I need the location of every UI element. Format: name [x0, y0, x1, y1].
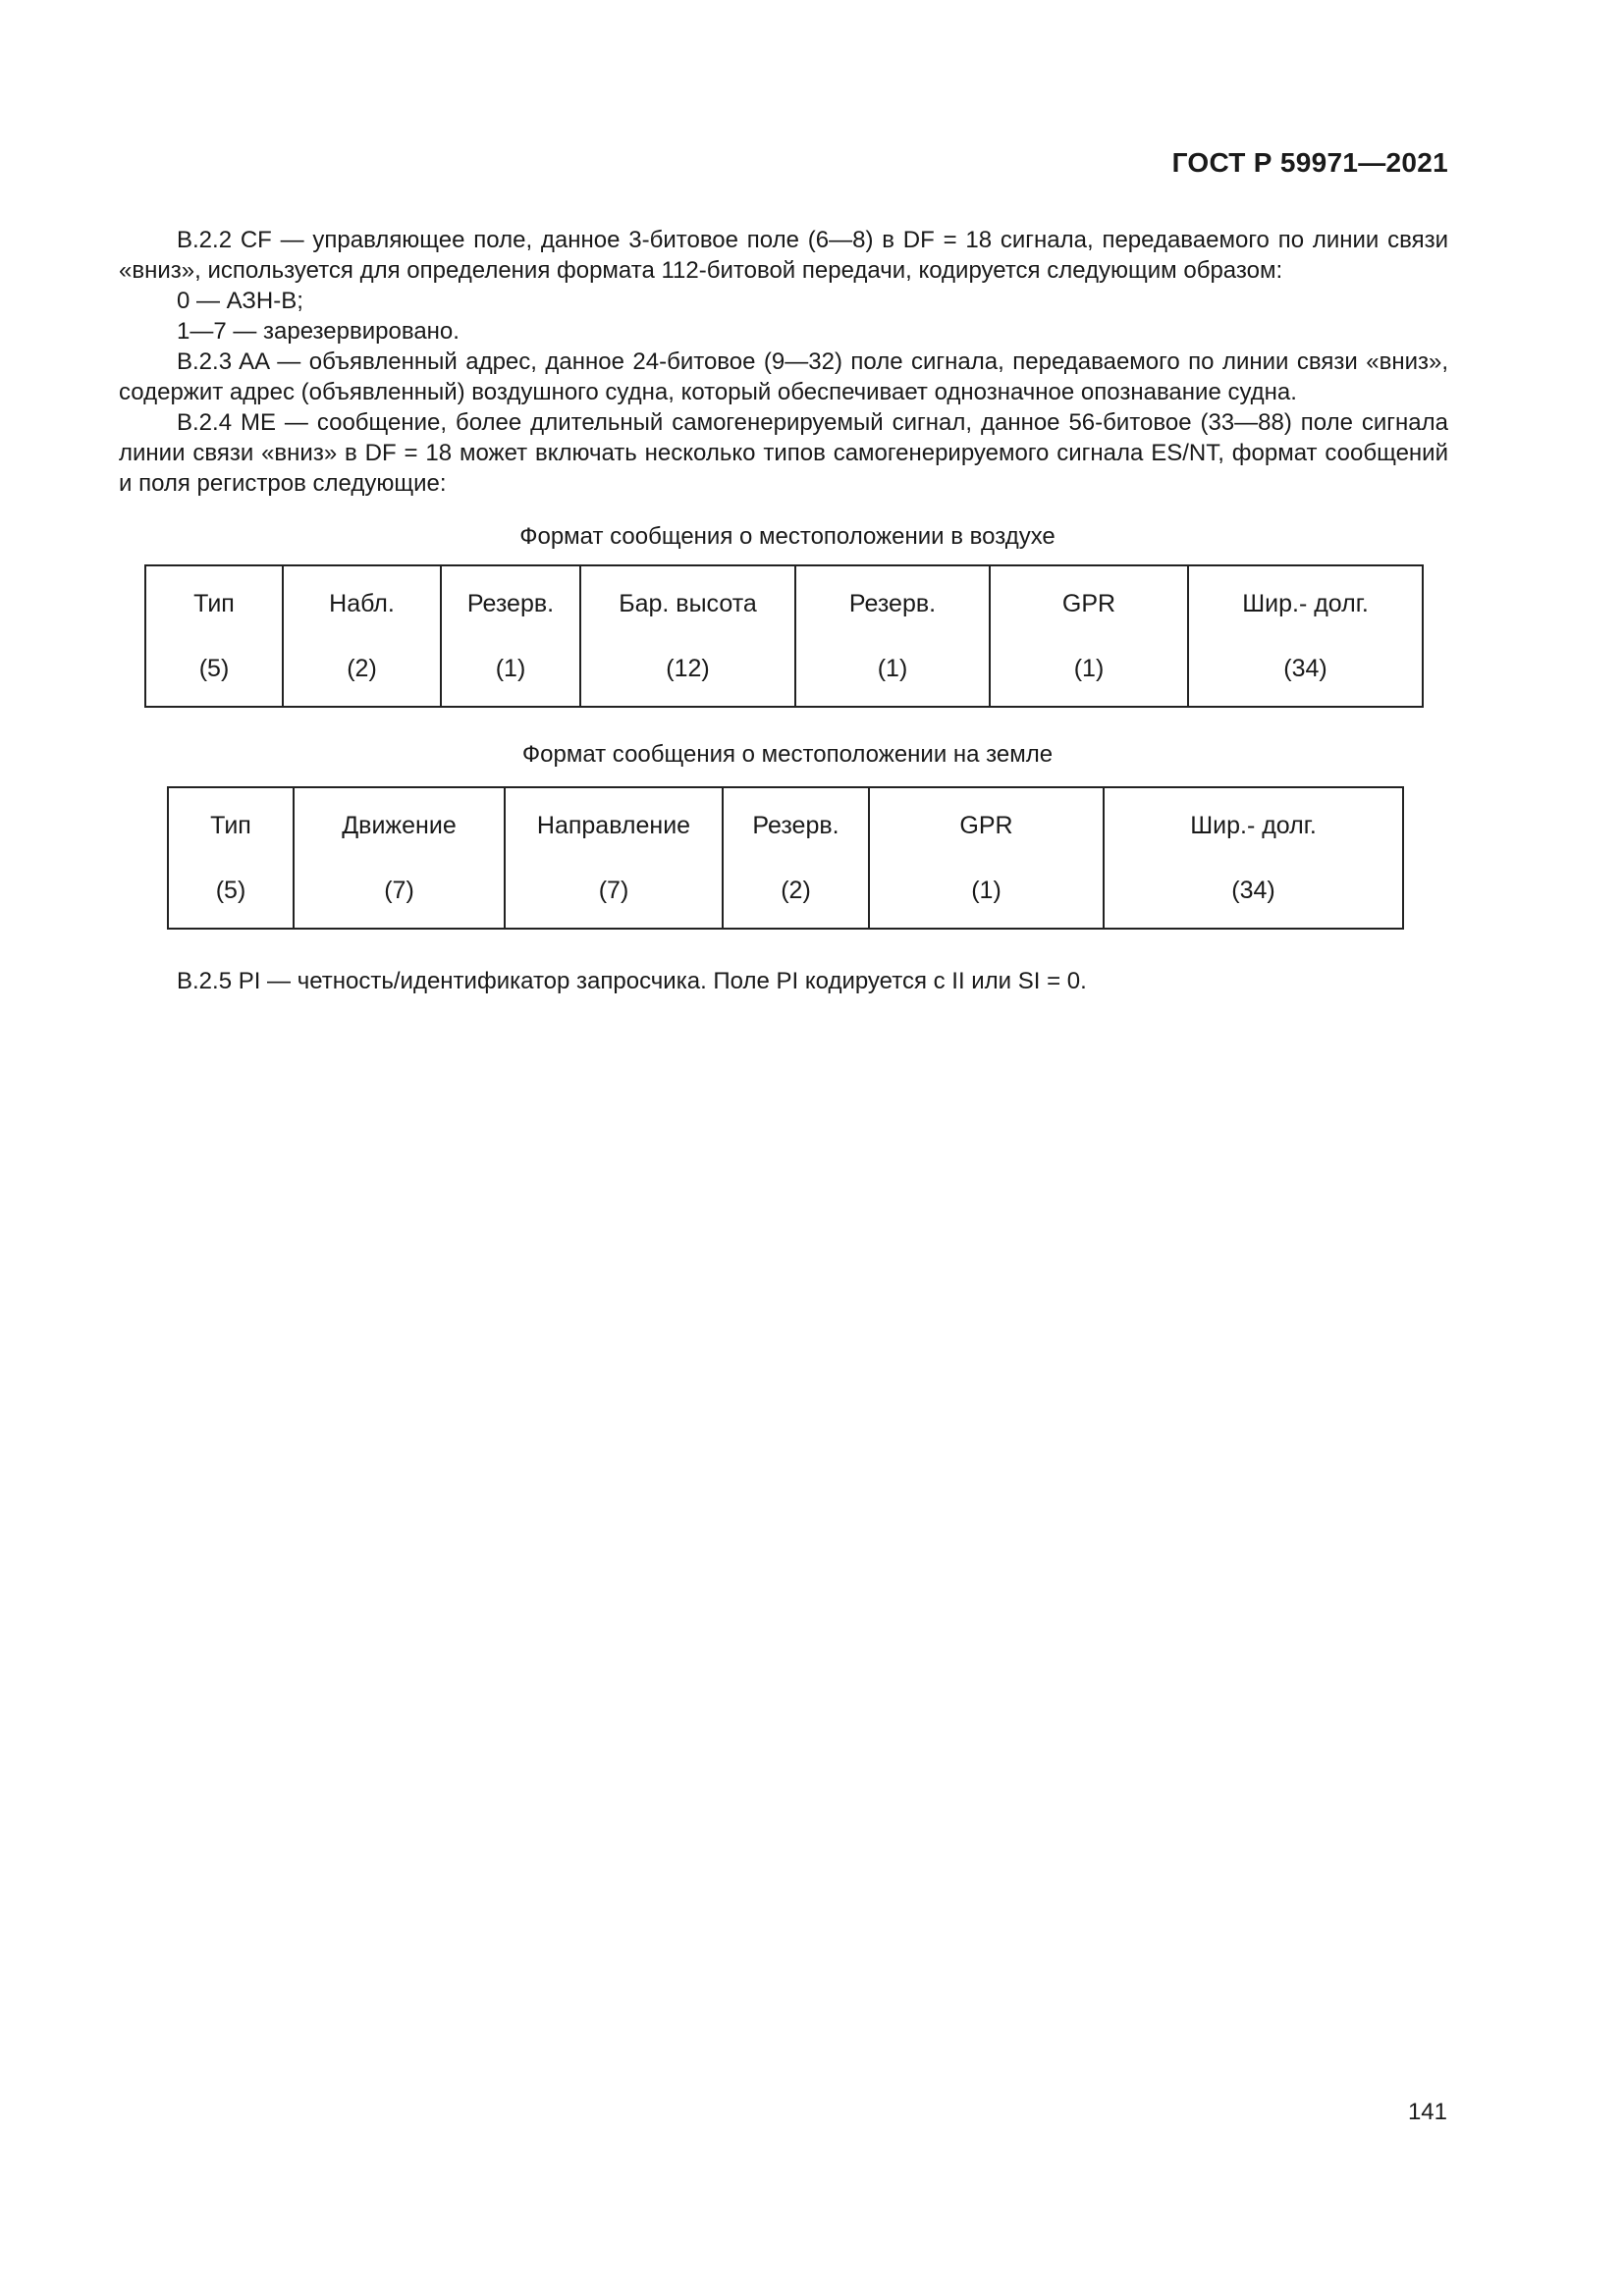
table-row [145, 565, 1423, 707]
field-bits: (34) [1283, 655, 1327, 682]
field-name: Резерв. [752, 812, 839, 839]
table-cell [1188, 565, 1423, 707]
table-cell [505, 787, 723, 929]
table-cell [294, 787, 505, 929]
field-name: Направление [536, 812, 691, 839]
field-bits: (2) [781, 877, 811, 904]
field-bits: (1) [971, 877, 1001, 904]
table-cell [168, 787, 294, 929]
paragraph-b25: B.2.5 PI — четность/идентификатор запросчика. Поле PI кодируется с II или SI = 0. [177, 968, 1087, 994]
field-name: Резерв. [466, 590, 555, 617]
table-cell [580, 565, 795, 707]
paragraph-b23: B.2.3 AA — объявленный адрес, данное 24-битовое (9—32) поле сигнала, передаваемого по линии связи «вниз», содержит адрес (объявленный) воздушного судна, который обеспечивает однозначное опознавание судна. [119, 348, 1448, 405]
table-cell [723, 787, 869, 929]
field-name: Набл. [329, 590, 395, 617]
table-cell [869, 787, 1104, 929]
surface-format-caption: Формат сообщения о местоположении на земле [521, 741, 1054, 768]
table-cell [990, 565, 1188, 707]
surface-format-table [167, 786, 1404, 930]
paragraph-code-0: 0 — АЗН-В; [177, 288, 303, 314]
table-cell [1104, 787, 1403, 929]
page-number: 141 [1407, 2099, 1447, 2125]
field-bits: (34) [1231, 877, 1275, 904]
airborne-format-table [144, 564, 1424, 708]
field-bits: (5) [215, 877, 246, 904]
field-name: Шир.- долг. [1190, 812, 1317, 839]
field-bits: (5) [198, 655, 230, 682]
field-name: Движение [342, 812, 457, 839]
field-bits: (1) [495, 655, 526, 682]
field-bits: (12) [666, 655, 710, 682]
field-bits: (1) [1073, 655, 1105, 682]
field-name: GPR [959, 812, 1013, 839]
field-name: Шир.- долг. [1242, 590, 1369, 617]
field-name: Резерв. [848, 590, 937, 617]
field-name: Тип [193, 590, 235, 617]
field-bits: (7) [384, 877, 414, 904]
standard-header: ГОСТ Р 59971—2021 [1171, 147, 1448, 178]
paragraph-b24: B.2.4 ME — сообщение, более длительный самогенерируемый сигнал, данное 56-битовое (33—88) поле сигнала линии связи «вниз» в DF = 18 может включать несколько типов самогенерируемого сигнала ES/NT, формат сообщений и поля регистров следующие: [119, 409, 1448, 497]
table-cell [283, 565, 441, 707]
paragraph-code-1-7: 1—7 — зарезервировано. [177, 318, 460, 345]
paragraph-b22: B.2.2 CF — управляющее поле, данное 3-битовое поле (6—8) в DF = 18 сигнала, передаваемого по линии связи «вниз», используется для определения формата 112-битовой передачи, кодируется следующим образом: [119, 227, 1448, 284]
field-name: GPR [1061, 590, 1116, 617]
field-name: Бар. высота [619, 590, 757, 617]
table-row [168, 787, 1403, 929]
table-cell [145, 565, 283, 707]
body-text [119, 225, 1448, 499]
airborne-format-caption: Формат сообщения о местоположении в воздухе [519, 523, 1056, 550]
field-name: Тип [210, 812, 251, 839]
field-bits: (1) [877, 655, 908, 682]
field-bits: (7) [598, 877, 629, 904]
field-bits: (2) [347, 655, 377, 682]
table-cell [795, 565, 990, 707]
table-cell [441, 565, 580, 707]
